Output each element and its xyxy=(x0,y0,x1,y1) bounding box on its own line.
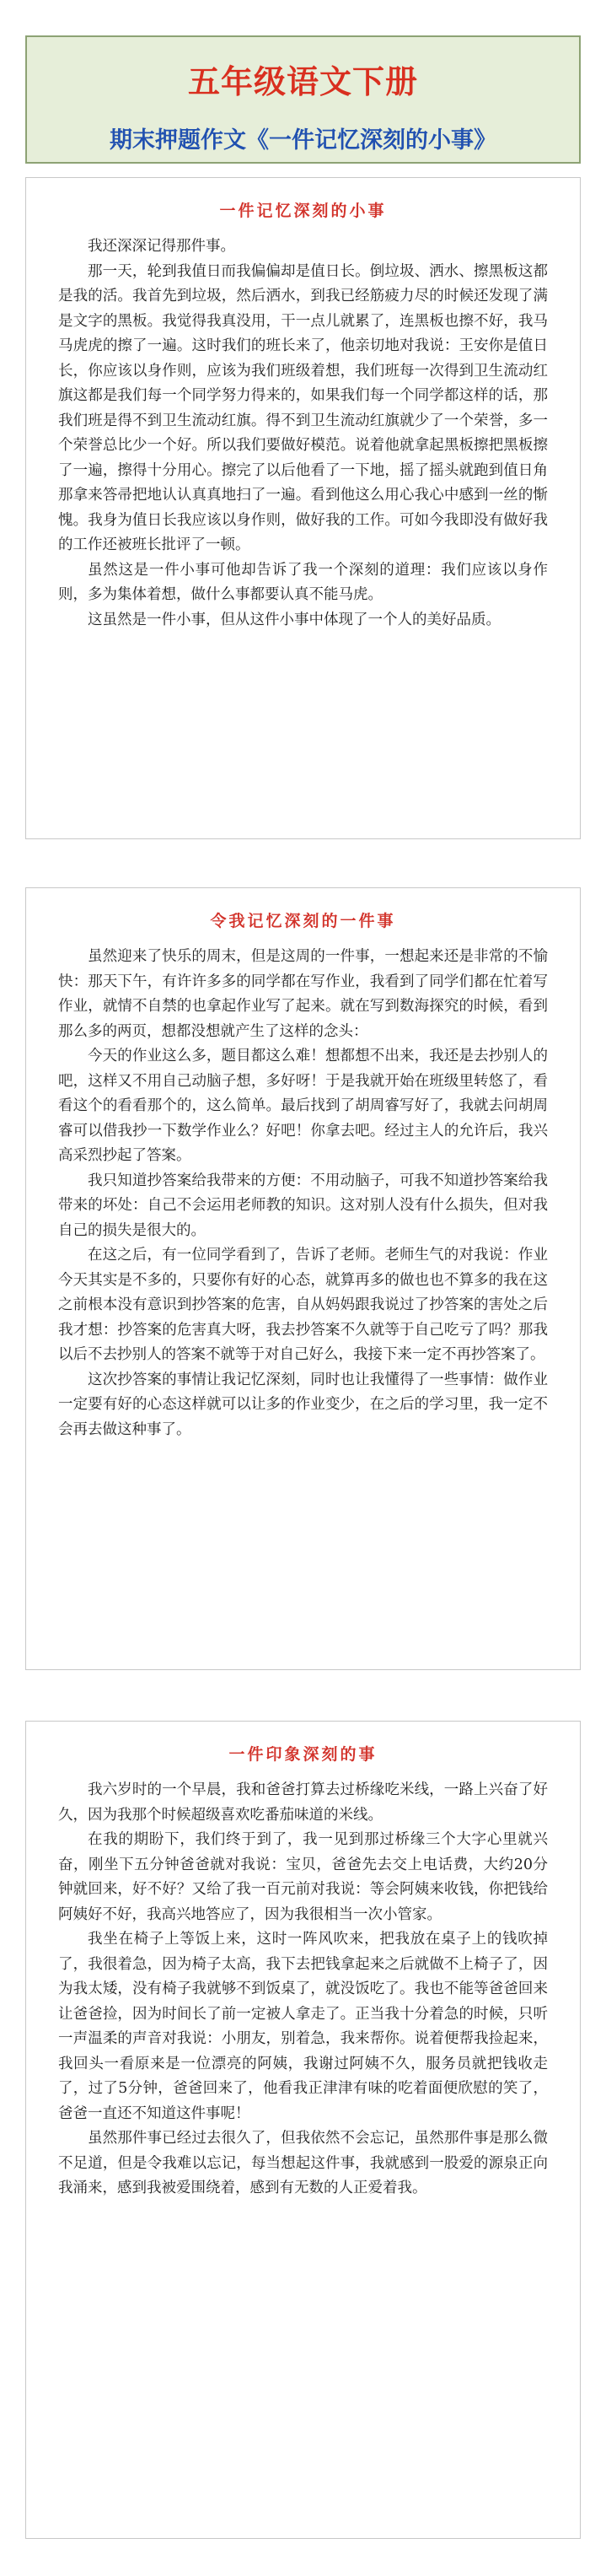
essay-title: 令我记忆深刻的一件事 xyxy=(210,912,396,930)
essay-card-2 xyxy=(25,887,581,1670)
essay-body xyxy=(58,1778,548,2201)
page-subtitle: 期末押题作文《一件记忆深刻的小事》 xyxy=(110,127,496,154)
paragraph: 我还深深记得那件事。 xyxy=(88,238,235,255)
paragraph: 我六岁时的一个早晨，我和爸爸打算去过桥缘吃米线，一路上兴奋了好久，因为我那个时候超级喜欢吃番茄味道的米线。 xyxy=(58,1781,548,1824)
paragraph: 这虽然是一件小事，但从这件小事中体现了一个人的美好品质。 xyxy=(88,611,501,628)
essay-card-1 xyxy=(25,177,581,839)
paragraph: 虽然这是一件小事可他却告诉了我一个深刻的道理：我们应该以身作则，多为集体着想，做什么事都要认真不能马虎。 xyxy=(58,561,548,603)
paragraph: 虽然迎来了快乐的周末，但是这周的一件事，一想起来还是非常的不愉快：那天下午，有许许多多的同学都在写作业，我看到了同学们都在忙着写作业，就情不自禁的也拿起作业写了起来。就在写到数海探究的时候，看到那么多的两页，想都没想就产生了这样的念头： xyxy=(58,948,548,1040)
paragraph: 那一天，轮到我值日而我偏偏却是值日长。倒垃圾、洒水、擦黑板这都是我的活。我首先到垃圾，然后洒水，到我已经筋疲力尽的时候还发现了满是文字的黑板。我觉得我真没用，干一点儿就累了，连黑板也擦不好，我马马虎虎的擦了一遍。这时我们的班长来了，他亲切地对我说：王安你是值日长，你应该以身作则，应该为我们班级着想，我们班每一次得到卫生流动红旗这都是我们每一个同学努力得来的，如果我们每一个同学都这样的话，那我们班是得不到卫生流动红旗。得不到卫生流动红旗就少了一个荣誉，多一个荣誉总比少一个好。所以我们要做好模范。说着他就拿起黑板擦把黑板擦了一遍，擦得十分用心。擦完了以后他看了一下地，摇了摇头就跑到值日角那拿来答帚把地认认真真地扫了一遍。看到他这么用心我心中感到一丝的惭愧。我身为值日长我应该以身作则，做好我的工作。可如今我即没有做好我的工作还被班长批评了一顿。 xyxy=(58,262,548,553)
paragraph: 在这之后，有一位同学看到了，告诉了老师。老师生气的对我说：作业今天其实是不多的，只要你有好的心态，就算再多的做也也不算多的我在这之前根本没有意识到抄答案的危害，自从妈妈跟我说过了抄答案的害处之后我才想：抄答案的危害真大呀，我去抄答案不久就等于自己吃亏了吗？那我以后不去抄别人的答案不就等于对自己好么，我接下来一定不再抄答案了。 xyxy=(58,1247,548,1363)
paragraph: 我只知道抄答案给我带来的方便：不用动脑子，可我不知道抄答案给我带来的坏处：自己不会运用老师教的知识。这对别人没有什么损失，但对我自己的损失是很大的。 xyxy=(58,1172,548,1239)
paragraph: 这次抄答案的事情让我记忆深刻，同时也让我懂得了一些事情：做作业一定要有好的心态这样就可以让多的作业变少，在之后的学习里，我一定不会再去做这种事了。 xyxy=(58,1371,548,1438)
paragraph: 我坐在椅子上等饭上来，这时一阵风吹来，把我放在桌子上的钱吹掉了，我很着急，因为椅子太高，我下去把钱拿起来之后就做不上椅子了，因为我太矮，没有椅子我就够不到饭桌了，就没饭吃了。我也不能等爸爸回来让爸爸捡，因为时间长了前一定被人拿走了。正当我十分着急的时候，只听一声温柔的声音对我说：小朋友，别着急，我来帮你。说着便帮我捡起来，我回头一看原来是一位漂亮的阿姨，我谢过阿姨不久，服务员就把钱收走了，过了5分钟，爸爸回来了，他看我正津津有味的吃着面便欣慰的笑了，爸爸一直还不知道这件事呢！ xyxy=(58,1931,548,2122)
paragraph: 虽然那件事已经过去很久了，但我依然不会忘记，虽然那件事是那么微不足道，但是令我难以忘记，每当想起这件事，我就感到一股爱的源泉正向我涌来，感到我被爱围绕着，感到有无数的人正爱着我。 xyxy=(58,2130,548,2196)
page-title: 五年级语文下册 xyxy=(187,62,418,100)
essay-title: 一件印象深刻的事 xyxy=(228,1745,378,1764)
essay-card-3 xyxy=(25,1721,581,2539)
header-banner xyxy=(25,35,581,164)
essay-body xyxy=(58,945,548,1442)
essay-title: 一件记忆深刻的小事 xyxy=(219,202,387,220)
paragraph: 今天的作业这么多，题目都这么难！想都想不出来，我还是去抄别人的吧，这样又不用自己动脑子想，多好呀！于是我就开始在班级里转悠了，看看这个的看看那个的，这么简单。最后找到了胡周睿写好了，我就去问胡周睿可以借我抄一下数学作业么？好吧！你拿去吧。经过主人的允许后，我兴高采烈抄起了答案。 xyxy=(58,1048,548,1164)
paragraph: 在我的期盼下，我们终于到了，我一见到那过桥缘三个大字心里就兴奋，刚坐下五分钟爸爸就对我说：宝贝，爸爸先去交上电话费，大约20分钟就回来，好不好？又给了我一百元前对我说：等会阿姨来收钱，你把钱给阿姨好不好，我高兴地答应了，因为我很相当一次小管家。 xyxy=(58,1831,548,1923)
essay-body xyxy=(58,234,548,633)
